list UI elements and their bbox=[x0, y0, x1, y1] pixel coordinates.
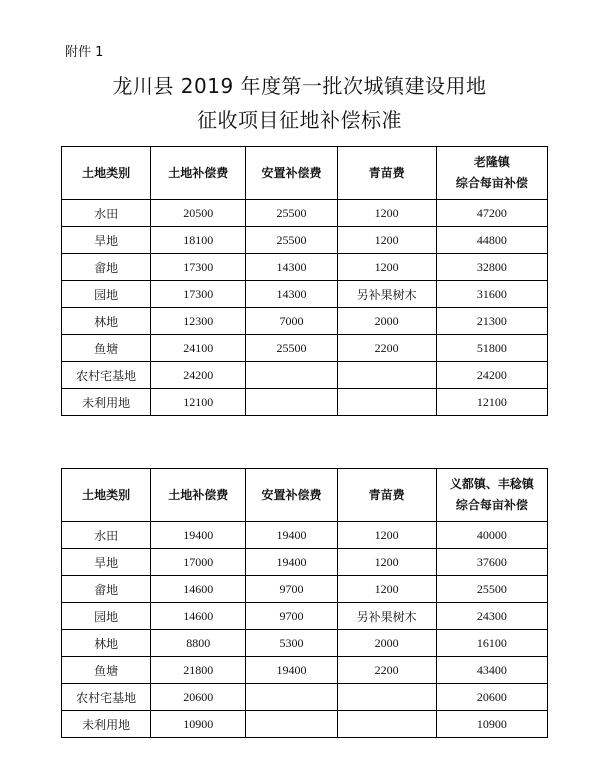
header-town-name: 义都镇、丰稔镇 bbox=[449, 477, 534, 491]
total-compensation-cell: 37600 bbox=[436, 549, 547, 576]
resettlement-compensation-cell: 9700 bbox=[246, 603, 337, 630]
table-row bbox=[62, 684, 548, 711]
resettlement-compensation-cell: 14300 bbox=[246, 254, 337, 281]
table-row bbox=[62, 711, 548, 738]
table-row bbox=[62, 657, 548, 684]
table-row bbox=[62, 362, 548, 389]
header-total-label: 综合每亩补偿 bbox=[455, 498, 528, 512]
compensation-table-yidu-fengren bbox=[61, 468, 548, 738]
land-type-cell: 畲地 bbox=[62, 254, 151, 281]
land-compensation-cell: 14600 bbox=[151, 576, 246, 603]
crop-compensation-cell: 另补果树木 bbox=[337, 603, 436, 630]
resettlement-compensation-cell: 25500 bbox=[246, 335, 337, 362]
table-row bbox=[62, 630, 548, 657]
land-type-cell: 水田 bbox=[62, 522, 151, 549]
crop-compensation-cell bbox=[337, 362, 436, 389]
land-type-cell: 林地 bbox=[62, 630, 151, 657]
table-row bbox=[62, 308, 548, 335]
crop-compensation-cell bbox=[337, 389, 436, 416]
crop-compensation-cell: 另补果树木 bbox=[337, 281, 436, 308]
land-type-cell: 农村宅基地 bbox=[62, 684, 151, 711]
document-title-line-1: 龙川县 2019 年度第一批次城镇建设用地 bbox=[112, 74, 487, 98]
table-row bbox=[62, 522, 548, 549]
document-title-line-2: 征收项目征地补偿标准 bbox=[197, 108, 402, 132]
land-compensation-cell: 20500 bbox=[151, 200, 246, 227]
land-compensation-cell: 17000 bbox=[151, 549, 246, 576]
land-type-cell: 林地 bbox=[62, 308, 151, 335]
land-compensation-cell: 20600 bbox=[151, 684, 246, 711]
header-land-type: 土地类别 bbox=[62, 147, 151, 200]
table-row bbox=[62, 227, 548, 254]
crop-compensation-cell bbox=[337, 711, 436, 738]
resettlement-compensation-cell: 25500 bbox=[246, 200, 337, 227]
land-compensation-cell: 24100 bbox=[151, 335, 246, 362]
land-compensation-cell: 17300 bbox=[151, 281, 246, 308]
land-compensation-cell: 12100 bbox=[151, 389, 246, 416]
crop-compensation-cell: 2000 bbox=[337, 630, 436, 657]
land-type-cell: 园地 bbox=[62, 603, 151, 630]
land-compensation-cell: 19400 bbox=[151, 522, 246, 549]
total-compensation-cell: 47200 bbox=[436, 200, 547, 227]
total-compensation-cell: 24200 bbox=[436, 362, 547, 389]
land-type-cell: 鱼塘 bbox=[62, 335, 151, 362]
header-crop-compensation: 青苗费 bbox=[337, 147, 436, 200]
land-type-cell: 旱地 bbox=[62, 227, 151, 254]
header-total-label: 综合每亩补偿 bbox=[455, 176, 528, 190]
attachment-label: 附件 1 bbox=[65, 45, 104, 60]
land-type-cell: 旱地 bbox=[62, 549, 151, 576]
crop-compensation-cell: 2000 bbox=[337, 308, 436, 335]
compensation-table-laolong bbox=[61, 146, 548, 416]
land-compensation-cell: 14600 bbox=[151, 603, 246, 630]
total-compensation-cell: 21300 bbox=[436, 308, 547, 335]
resettlement-compensation-cell bbox=[246, 362, 337, 389]
total-compensation-cell: 31600 bbox=[436, 281, 547, 308]
crop-compensation-cell bbox=[337, 684, 436, 711]
land-compensation-cell: 10900 bbox=[151, 711, 246, 738]
table-row bbox=[62, 389, 548, 416]
total-compensation-cell: 51800 bbox=[436, 335, 547, 362]
header-total-per-mu bbox=[436, 469, 547, 522]
total-compensation-cell: 32800 bbox=[436, 254, 547, 281]
total-compensation-cell: 24300 bbox=[436, 603, 547, 630]
land-type-cell: 水田 bbox=[62, 200, 151, 227]
table-row bbox=[62, 200, 548, 227]
total-compensation-cell: 20600 bbox=[436, 684, 547, 711]
resettlement-compensation-cell bbox=[246, 711, 337, 738]
land-compensation-cell: 21800 bbox=[151, 657, 246, 684]
crop-compensation-cell: 2200 bbox=[337, 335, 436, 362]
total-compensation-cell: 25500 bbox=[436, 576, 547, 603]
resettlement-compensation-cell bbox=[246, 684, 337, 711]
crop-compensation-cell: 2200 bbox=[337, 657, 436, 684]
table-row bbox=[62, 549, 548, 576]
land-type-cell: 未利用地 bbox=[62, 389, 151, 416]
land-compensation-cell: 17300 bbox=[151, 254, 246, 281]
total-compensation-cell: 12100 bbox=[436, 389, 547, 416]
header-resettlement-compensation: 安置补偿费 bbox=[246, 147, 337, 200]
table-row bbox=[62, 603, 548, 630]
land-type-cell: 鱼塘 bbox=[62, 657, 151, 684]
table-header-row bbox=[62, 147, 548, 200]
resettlement-compensation-cell: 14300 bbox=[246, 281, 337, 308]
land-type-cell: 园地 bbox=[62, 281, 151, 308]
header-resettlement-compensation: 安置补偿费 bbox=[246, 469, 337, 522]
resettlement-compensation-cell: 25500 bbox=[246, 227, 337, 254]
land-compensation-cell: 12300 bbox=[151, 308, 246, 335]
table-header-row bbox=[62, 469, 548, 522]
header-land-compensation: 土地补偿费 bbox=[151, 469, 246, 522]
crop-compensation-cell: 1200 bbox=[337, 549, 436, 576]
header-crop-compensation: 青苗费 bbox=[337, 469, 436, 522]
land-compensation-cell: 8800 bbox=[151, 630, 246, 657]
total-compensation-cell: 40000 bbox=[436, 522, 547, 549]
crop-compensation-cell: 1200 bbox=[337, 576, 436, 603]
table-row bbox=[62, 254, 548, 281]
land-type-cell: 未利用地 bbox=[62, 711, 151, 738]
land-compensation-cell: 18100 bbox=[151, 227, 246, 254]
table-row bbox=[62, 335, 548, 362]
resettlement-compensation-cell: 5300 bbox=[246, 630, 337, 657]
land-type-cell: 农村宅基地 bbox=[62, 362, 151, 389]
header-town-name: 老隆镇 bbox=[473, 155, 510, 169]
table-row bbox=[62, 576, 548, 603]
total-compensation-cell: 44800 bbox=[436, 227, 547, 254]
table-row bbox=[62, 281, 548, 308]
land-compensation-cell: 24200 bbox=[151, 362, 246, 389]
total-compensation-cell: 43400 bbox=[436, 657, 547, 684]
crop-compensation-cell: 1200 bbox=[337, 200, 436, 227]
resettlement-compensation-cell: 19400 bbox=[246, 549, 337, 576]
resettlement-compensation-cell: 19400 bbox=[246, 522, 337, 549]
crop-compensation-cell: 1200 bbox=[337, 522, 436, 549]
total-compensation-cell: 10900 bbox=[436, 711, 547, 738]
resettlement-compensation-cell: 19400 bbox=[246, 657, 337, 684]
crop-compensation-cell: 1200 bbox=[337, 227, 436, 254]
total-compensation-cell: 16100 bbox=[436, 630, 547, 657]
resettlement-compensation-cell bbox=[246, 389, 337, 416]
header-land-compensation: 土地补偿费 bbox=[151, 147, 246, 200]
crop-compensation-cell: 1200 bbox=[337, 254, 436, 281]
resettlement-compensation-cell: 9700 bbox=[246, 576, 337, 603]
land-type-cell: 畲地 bbox=[62, 576, 151, 603]
resettlement-compensation-cell: 7000 bbox=[246, 308, 337, 335]
header-total-per-mu bbox=[436, 147, 547, 200]
header-land-type: 土地类别 bbox=[62, 469, 151, 522]
